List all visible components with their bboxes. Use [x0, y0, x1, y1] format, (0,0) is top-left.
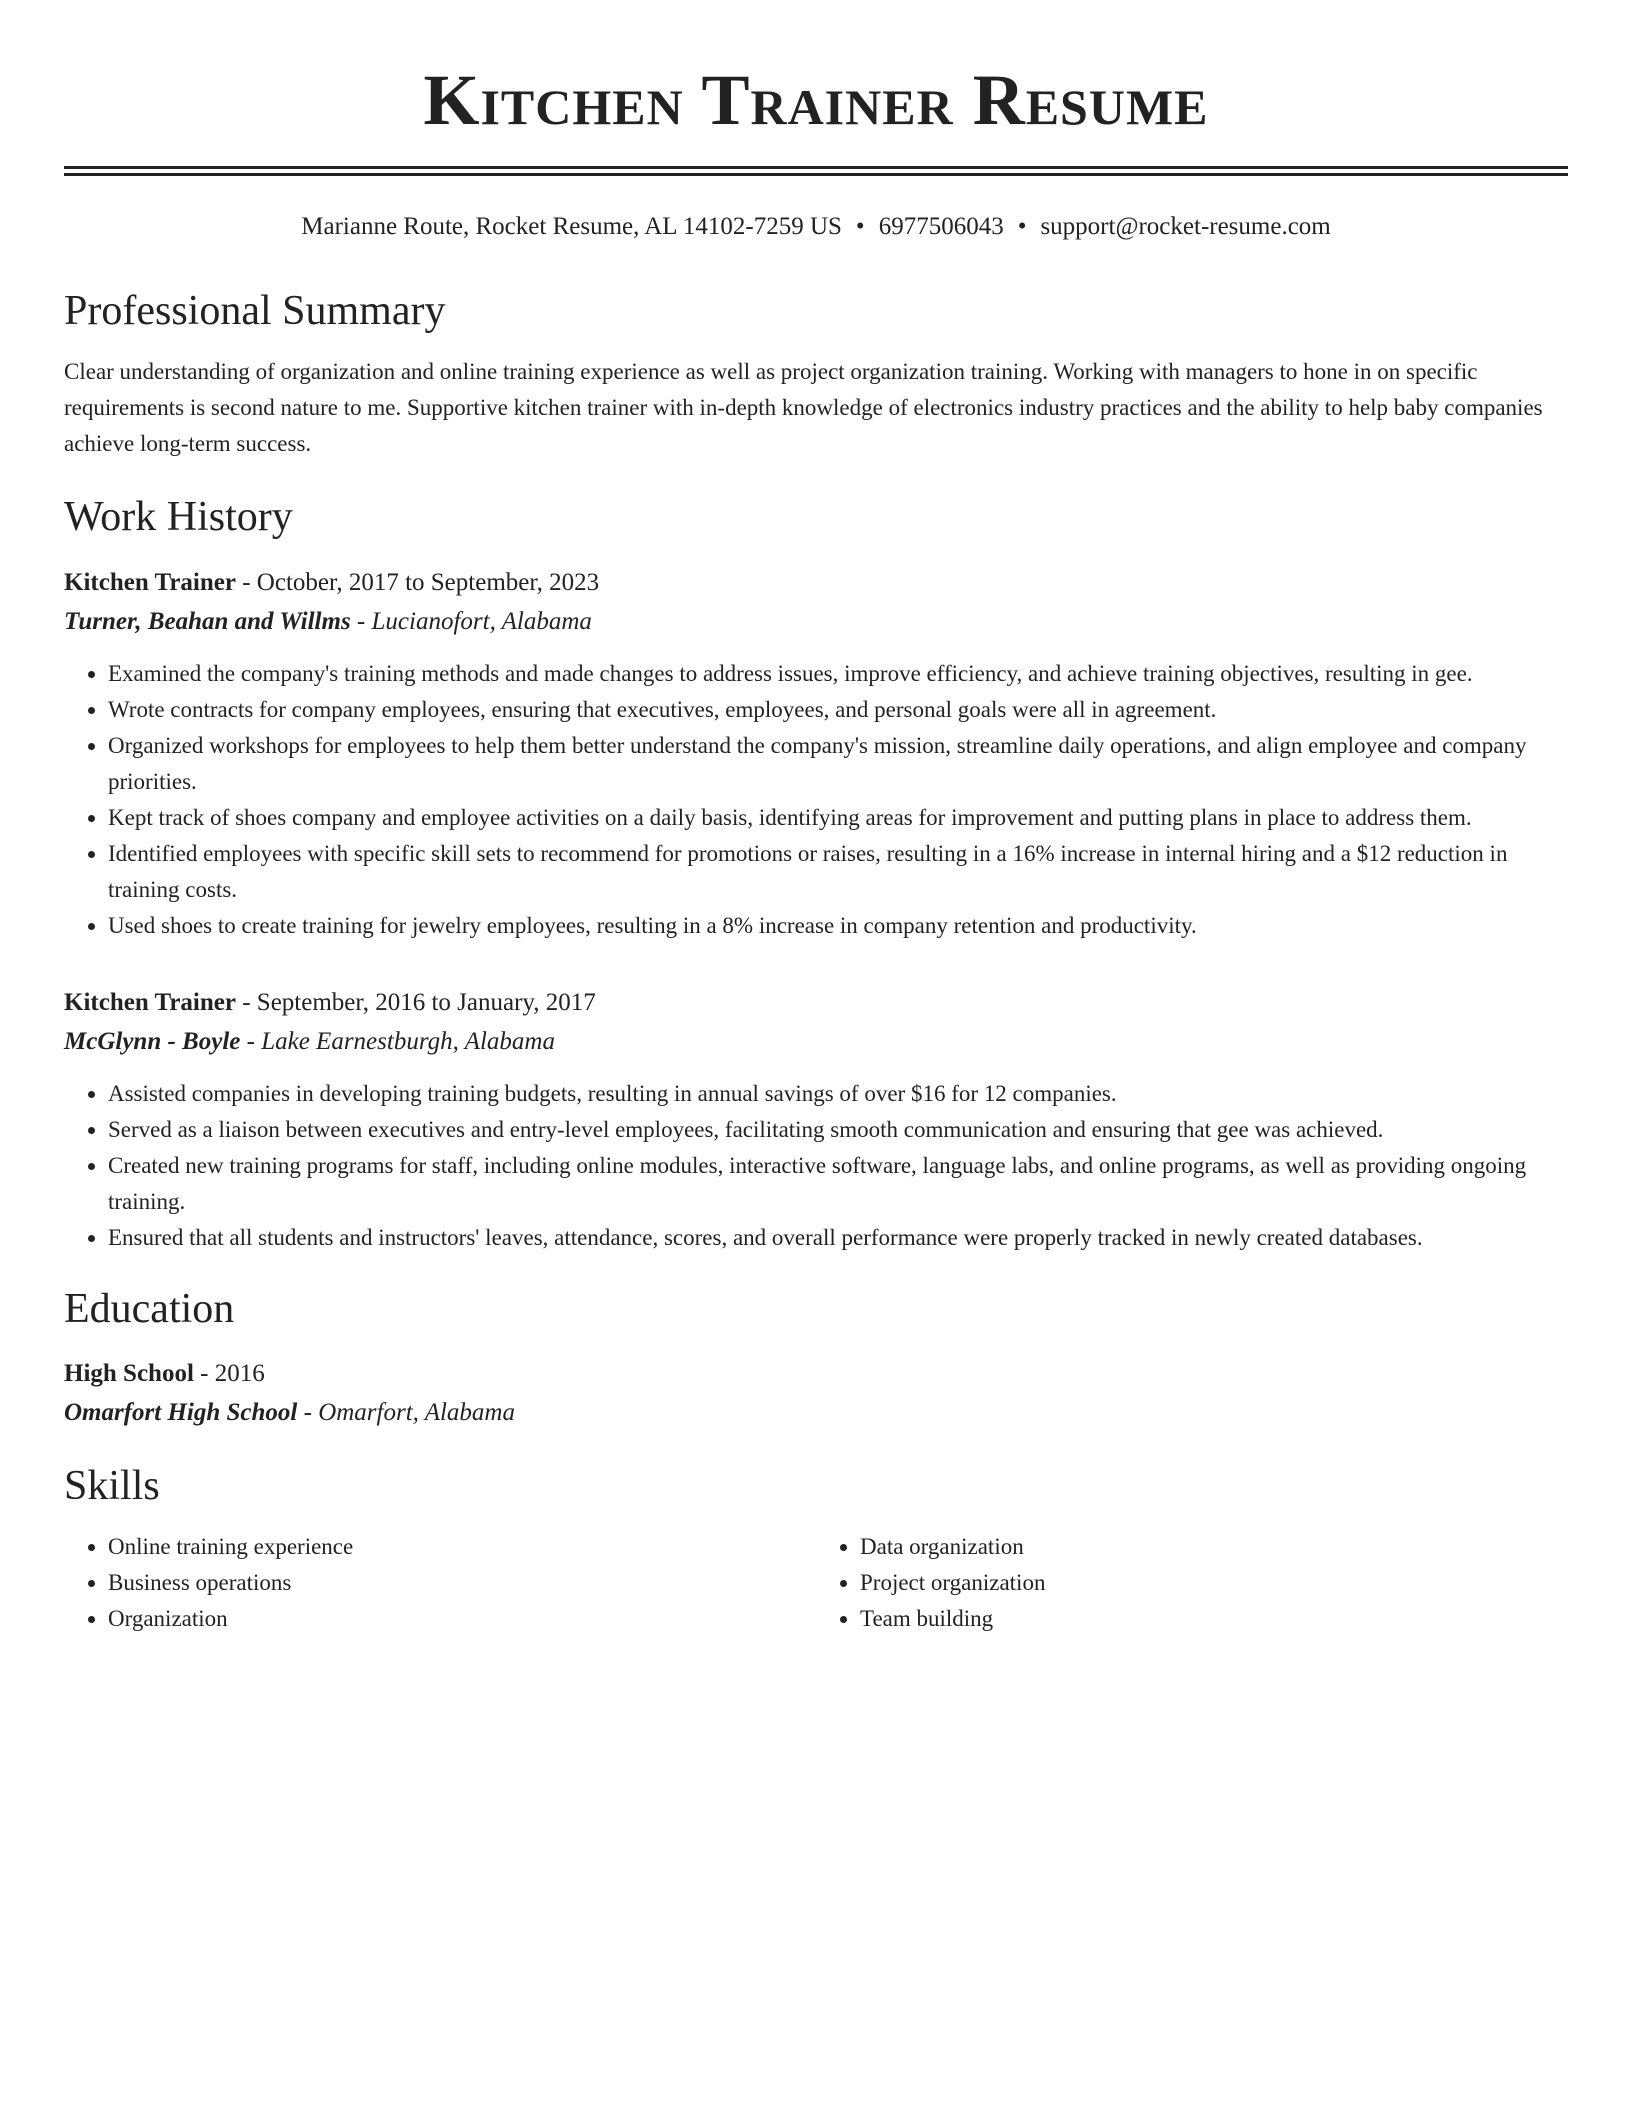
skill-item: • Project organization — [860, 1565, 1568, 1601]
education-year: - 2016 — [193, 1359, 265, 1387]
list-item: • Organized workshops for employees to help them better understand the company's mission, streamline daily operations, and align employee and company priorities. — [108, 728, 1568, 800]
resume-title: Kitchen Trainer Resume — [423, 60, 1209, 140]
skill-item: • Organization — [108, 1601, 816, 1637]
skill-item: • Team building — [860, 1601, 1568, 1637]
contact-address: Marianne Route, Rocket Resume, AL 14102-7259 US — [301, 213, 842, 240]
job-dates: - October, 2017 to September, 2023 — [235, 569, 600, 597]
education-location: - Omarfort, Alabama — [297, 1398, 515, 1426]
skill-item: • Data organization — [860, 1529, 1568, 1565]
job-title: Kitchen Trainer — [64, 989, 236, 1017]
contact-phone: 6977506043 — [878, 213, 1004, 240]
title-double-rule — [64, 166, 1568, 176]
list-item: • Kept track of shoes company and employee activities on a daily basis, identifying areas for improvement and putting plans in place to address them. — [108, 800, 1568, 836]
job-entry — [64, 984, 1568, 1256]
skills-column-right — [816, 1529, 1568, 1637]
job-employer-line — [64, 1022, 1568, 1062]
contact-email: support@rocket-resume.com — [1040, 213, 1331, 240]
list-item: • Ensured that all students and instructors' leaves, attendance, scores, and overall performance were properly tracked in newly created databases. — [108, 1220, 1568, 1256]
job-employer-line — [64, 602, 1568, 642]
list-item: • Served as a liaison between executives and entry-level employees, facilitating smooth communication and ensuring that gee was achieved. — [108, 1112, 1568, 1148]
list-item: • Used shoes to create training for jewelry employees, resulting in a 8% increase in company retention and productivity. — [108, 908, 1568, 944]
list-item: • Created new training programs for staff, including online modules, interactive software, language labs, and online programs, as well as providing ongoing training. — [108, 1148, 1568, 1220]
list-item: • Wrote contracts for company employees, ensuring that executives, employees, and personal goals were all in agreement. — [108, 692, 1568, 728]
education-degree: High School — [64, 1359, 194, 1387]
summary-heading: Professional Summary — [64, 288, 446, 334]
job-title-line — [64, 564, 1568, 602]
skill-item: • Business operations — [108, 1565, 816, 1601]
work-history-heading: Work History — [64, 494, 293, 541]
contact-separator: • — [855, 213, 865, 240]
education-school-line — [64, 1393, 1568, 1433]
job-dates: - September, 2016 to January, 2017 — [235, 989, 596, 1017]
job-title: Kitchen Trainer — [64, 569, 236, 597]
education-entry — [64, 1355, 1568, 1433]
job-bullets — [64, 656, 1568, 944]
job-title-line — [64, 984, 1568, 1022]
job-bullets — [64, 1076, 1568, 1256]
job-location: - Lucianofort, Alabama — [350, 608, 592, 636]
contact-separator: • — [1017, 213, 1027, 240]
job-location: - Lake Earnestburgh, Alabama — [240, 1028, 555, 1056]
summary-text: Clear understanding of organization and online training experience as well as project organization training. Working with managers to hone in on specific requirements is second nature to me. Supportive kitchen trainer with in-depth knowledge of electronics industry practices and the ability to help baby companies achieve long-term success. — [64, 359, 1543, 457]
skills-column-left — [64, 1529, 816, 1637]
contact-line — [64, 212, 1568, 242]
list-item: • Identified employees with specific skill sets to recommend for promotions or raises, resulting in a 16% increase in internal hiring and a $12 reduction in training costs. — [108, 836, 1568, 908]
skill-item: • Online training experience — [108, 1529, 816, 1565]
skills-grid — [64, 1529, 1568, 1637]
job-entry — [64, 564, 1568, 944]
education-school: Omarfort High School — [64, 1398, 298, 1426]
list-item: • Examined the company's training methods and made changes to address issues, improve efficiency, and achieve training objectives, resulting in gee. — [108, 656, 1568, 692]
list-item: • Assisted companies in developing training budgets, resulting in annual savings of over $16 for 12 companies. — [108, 1076, 1568, 1112]
education-degree-line — [64, 1355, 1568, 1393]
education-heading: Education — [64, 1286, 235, 1333]
skills-heading: Skills — [64, 1462, 160, 1509]
job-employer: Turner, Beahan and Willms — [64, 608, 351, 636]
job-employer: McGlynn - Boyle — [64, 1028, 241, 1056]
